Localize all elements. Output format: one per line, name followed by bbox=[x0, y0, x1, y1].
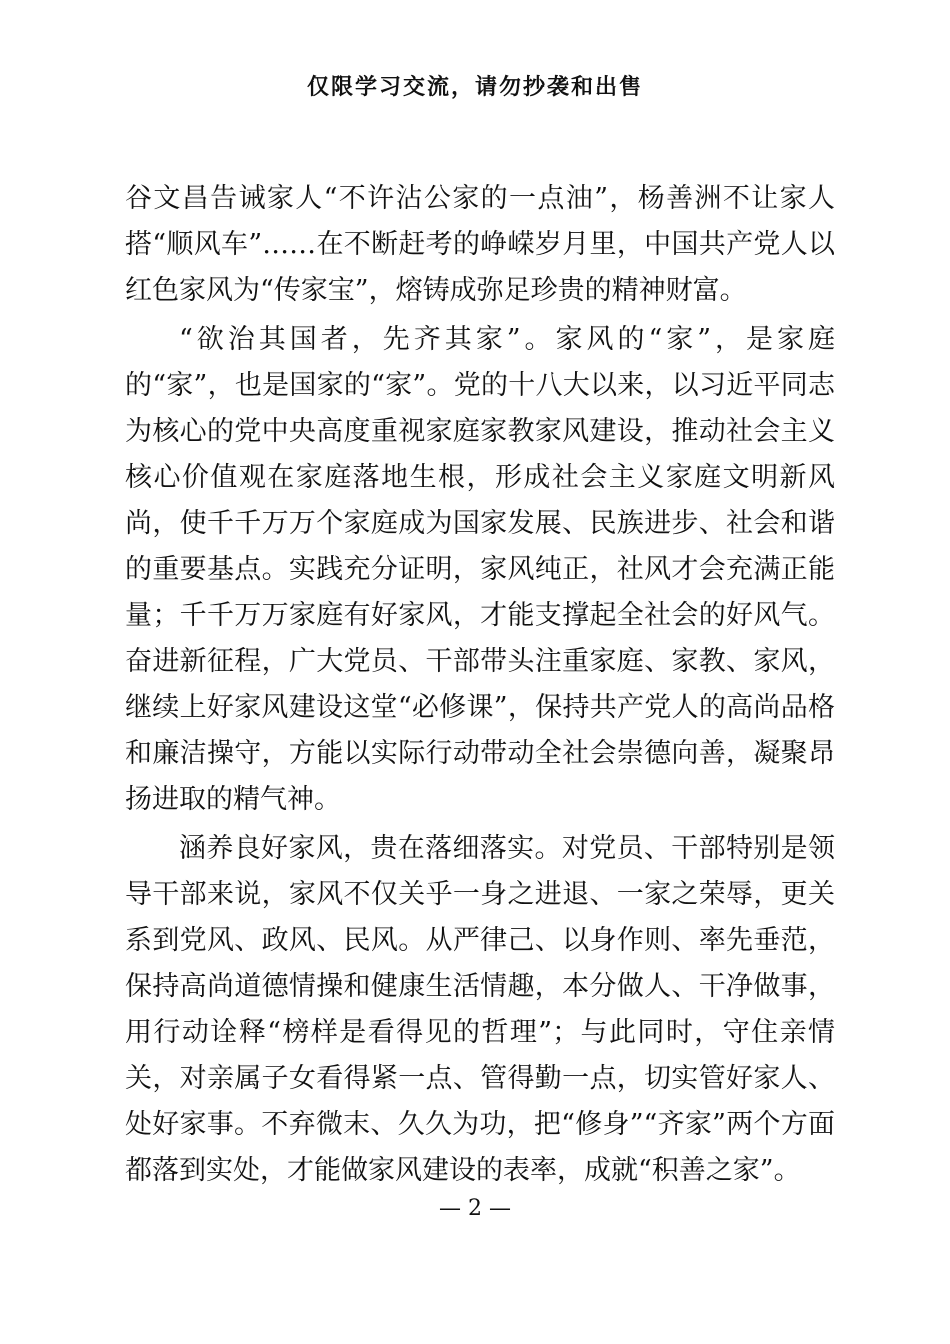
paragraph-family-and-nation: “欲治其国者，先齐其家”。家风的“家”，是家庭的“家”，也是国家的“家”。党的十八大以来，以习近平同志为核心的党中央高度重视家庭家教家风建设，推动社会主义核心价值观在家庭落地生根，形成社会主义家庭文明新风尚，使千千万万个家庭成为国家发展、民族进步、社会和谐的重要基点。实践充分证明，家风纯正，社风才会充满正能量；千千万万家庭有好家风，才能支撑起全社会的好风气。奋进新征程，广大党员、干部带头注重家庭、家教、家风，继续上好家风建设这堂“必修课”，保持共产党人的高尚品格和廉洁操守，方能以实际行动带动全社会崇德向善，凝聚昂扬进取的精气神。 bbox=[125, 324, 835, 815]
header-notice: 仅限学习交流，请勿抄袭和出售 bbox=[306, 75, 643, 100]
paragraph-cultivate-family-style: 涵养良好家风，贵在落细落实。对党员、干部特别是领导干部来说，家风不仅关乎一身之进退、一家之荣辱，更关系到党风、政风、民风。从严律己、以身作则、率先垂范，保持高尚道德情操和健康生活情趣，本分做人、干净做事，用行动诠释“榜样是看得见的哲理”；与此同时，守住亲情关，对亲属子女看得紧一点、管得勤一点，切实管好家人、处好家事。不弃微末、久久为功，把“修身”“齐家”两个方面都落到实处，才能做家风建设的表率，成就“积善之家”。 bbox=[125, 833, 835, 1186]
paragraph-intro: 谷文昌告诫家人“不许沾公家的一点油”，杨善洲不让家人搭“顺风车”……在不断赶考的峥嵘岁月里，中国共产党人以红色家风为“传家宝”，熔铸成弥足珍贵的精神财富。 bbox=[125, 183, 835, 306]
page-number: — 2 — bbox=[439, 1196, 511, 1221]
document-body bbox=[125, 176, 835, 1197]
